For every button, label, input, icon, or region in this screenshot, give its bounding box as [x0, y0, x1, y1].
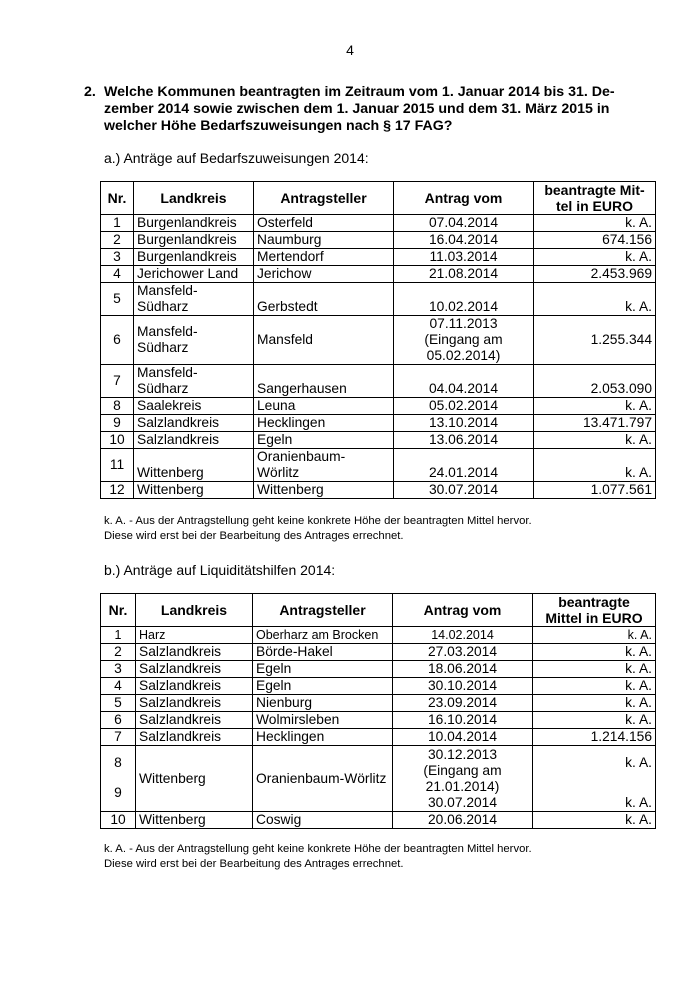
- table-row: [101, 398, 656, 415]
- header-landkreis: Landkreis: [136, 594, 253, 627]
- cell-nr: 5: [101, 695, 136, 712]
- cell-antragsteller: Hecklingen: [254, 415, 394, 432]
- cell-antragsteller: Oranienbaum-Wörlitz: [253, 746, 393, 812]
- cell-antrag-vom: 07.04.2014: [394, 215, 534, 232]
- cell-mittel: k. A.: [534, 215, 656, 232]
- cell-antrag-vom: 13.06.2014: [394, 432, 534, 449]
- cell-nr: [101, 746, 136, 812]
- cell-nr: 2: [101, 232, 134, 249]
- cell-landkreis: Wittenberg: [134, 482, 254, 499]
- cell-mittel: 1.077.561: [534, 482, 656, 499]
- table-header-row: [101, 594, 656, 627]
- cell-mittel: 2.453.969: [534, 266, 656, 283]
- cell-landkreis: Burgenlandkreis: [134, 215, 254, 232]
- table-row: [101, 729, 656, 746]
- cell-landkreis: Salzlandkreis: [136, 661, 253, 678]
- cell-landkreis: Burgenlandkreis: [134, 232, 254, 249]
- table-row: [101, 812, 656, 829]
- cell-nr: 2: [101, 644, 136, 661]
- cell-nr: 1: [101, 627, 136, 644]
- table-row: [101, 432, 656, 449]
- cell-landkreis: Wittenberg: [136, 812, 253, 829]
- header-nr: Nr.: [101, 182, 134, 215]
- footnote-line: Diese wird erst bei der Bearbeitung des Antrages errechnet.: [104, 858, 404, 870]
- cell-antrag-vom: 30.07.2014: [394, 482, 534, 499]
- cell-mittel: k. A.: [534, 249, 656, 266]
- section-b-title: b.) Anträge auf Liquiditätshilfen 2014:: [104, 562, 336, 578]
- cell-nr: 1: [101, 215, 134, 232]
- cell-mittel: k. A.: [533, 678, 656, 695]
- cell-mittel: k. A.: [533, 712, 656, 729]
- cell-antragsteller: Mansfeld: [254, 316, 394, 365]
- cell-antragsteller: Nienburg: [253, 695, 393, 712]
- cell-nr: 4: [101, 678, 136, 695]
- cell-mittel: 1.214.156: [533, 729, 656, 746]
- question-line: Welche Kommunen beantragten im Zeitraum vom 1. Januar 2014 bis 31. De-: [104, 84, 615, 100]
- cell-antrag-vom: 04.04.2014: [394, 365, 534, 398]
- cell-antragsteller: Gerbstedt: [254, 283, 394, 316]
- cell-antrag-vom: 10.04.2014: [393, 729, 533, 746]
- cell-mittel: k. A.: [534, 432, 656, 449]
- cell-landkreis: Wittenberg: [136, 746, 253, 812]
- cell-antragsteller: Oranienbaum- Wörlitz: [254, 449, 394, 482]
- cell-nr: 7: [101, 729, 136, 746]
- header-mittel: beantragte Mittel in EURO: [533, 594, 656, 627]
- cell-antrag-vom: 07.11.2013 (Eingang am 05.02.2014): [394, 316, 534, 365]
- cell-antrag-vom: 10.02.2014: [394, 283, 534, 316]
- table-row: [101, 661, 656, 678]
- footnote-b: [104, 842, 532, 872]
- cell-mittel: k. A.: [533, 812, 656, 829]
- cell-antrag-vom: 14.02.2014: [393, 627, 533, 644]
- cell-nr-b: 9: [114, 784, 122, 800]
- cell-mittel: k. A.: [534, 449, 656, 482]
- table-row-merged: [101, 746, 656, 812]
- cell-antragsteller: Börde-Hakel: [253, 644, 393, 661]
- question-text: [104, 84, 654, 135]
- table-row: [101, 695, 656, 712]
- cell-nr: 6: [101, 316, 134, 365]
- cell-nr: 8: [101, 398, 134, 415]
- cell-antrag-vom: 16.10.2014: [393, 712, 533, 729]
- cell-mittel: k. A.: [533, 661, 656, 678]
- cell-landkreis: Salzlandkreis: [134, 432, 254, 449]
- cell-nr: 10: [101, 432, 134, 449]
- cell-landkreis: Salzlandkreis: [136, 678, 253, 695]
- cell-antrag-vom: 30.12.2013 (Eingang am 21.01.2014) 30.07.2014: [393, 746, 533, 812]
- footnote-line: k. A. - Aus der Antragstellung geht keine konkrete Höhe der beantragten Mittel hervor.: [104, 515, 532, 527]
- header-nr: Nr.: [101, 594, 136, 627]
- table-bedarfszuweisungen: [100, 181, 656, 499]
- cell-antrag-vom: 20.06.2014: [393, 812, 533, 829]
- question-number: 2.: [84, 84, 96, 100]
- cell-antragsteller: Osterfeld: [254, 215, 394, 232]
- cell-nr: 3: [101, 661, 136, 678]
- cell-antrag-vom: 18.06.2014: [393, 661, 533, 678]
- table-row: [101, 365, 656, 398]
- section-a-title: a.) Anträge auf Bedarfszuweisungen 2014:: [104, 150, 369, 166]
- cell-antrag-vom: 24.01.2014: [394, 449, 534, 482]
- cell-antragsteller: Naumburg: [254, 232, 394, 249]
- cell-nr: 7: [101, 365, 134, 398]
- table-row: [101, 283, 656, 316]
- cell-antragsteller: Hecklingen: [253, 729, 393, 746]
- cell-antrag-vom: 30.10.2014: [393, 678, 533, 695]
- table-row: [101, 249, 656, 266]
- cell-landkreis: Harz: [136, 627, 253, 644]
- cell-mittel: k. A.: [534, 283, 656, 316]
- footnote-a: [104, 514, 532, 544]
- cell-nr: 9: [101, 415, 134, 432]
- cell-antrag-vom: 13.10.2014: [394, 415, 534, 432]
- table-row: [101, 266, 656, 283]
- cell-nr: 4: [101, 266, 134, 283]
- cell-mittel: k. A.: [533, 644, 656, 661]
- cell-nr: 3: [101, 249, 134, 266]
- footnote-line: k. A. - Aus der Antragstellung geht keine konkrete Höhe der beantragten Mittel hervor.: [104, 843, 532, 855]
- cell-landkreis: Burgenlandkreis: [134, 249, 254, 266]
- cell-landkreis: Salzlandkreis: [136, 644, 253, 661]
- cell-nr-a: 8: [114, 754, 122, 770]
- cell-landkreis: Salzlandkreis: [134, 415, 254, 432]
- cell-antrag-vom: 05.02.2014: [394, 398, 534, 415]
- cell-mittel: k. A.: [533, 695, 656, 712]
- cell-nr: 5: [101, 283, 134, 316]
- cell-antrag-vom: 27.03.2014: [393, 644, 533, 661]
- cell-nr: 11: [101, 449, 134, 482]
- cell-landkreis: Salzlandkreis: [136, 695, 253, 712]
- cell-antragsteller: Sangerhausen: [254, 365, 394, 398]
- cell-mittel: [533, 746, 656, 812]
- cell-mittel: 1.255.344: [534, 316, 656, 365]
- cell-landkreis: Mansfeld- Südharz: [134, 283, 254, 316]
- cell-antragsteller: Egeln: [253, 678, 393, 695]
- cell-antrag-vom: 23.09.2014: [393, 695, 533, 712]
- cell-antragsteller: Egeln: [253, 661, 393, 678]
- cell-antrag-vom: 16.04.2014: [394, 232, 534, 249]
- cell-antragsteller: Jerichow: [254, 266, 394, 283]
- table-row: [101, 232, 656, 249]
- cell-antragsteller: Wolmirsleben: [253, 712, 393, 729]
- cell-mittel-a: k. A.: [625, 754, 652, 770]
- table-row: [101, 627, 656, 644]
- cell-mittel: 2.053.090: [534, 365, 656, 398]
- table-row: [101, 712, 656, 729]
- cell-mittel: k. A.: [533, 627, 656, 644]
- cell-mittel: 674.156: [534, 232, 656, 249]
- table-row: [101, 644, 656, 661]
- cell-landkreis: Wittenberg: [134, 449, 254, 482]
- table-row: [101, 482, 656, 499]
- cell-antragsteller: Mertendorf: [254, 249, 394, 266]
- cell-mittel: 13.471.797: [534, 415, 656, 432]
- cell-nr: 6: [101, 712, 136, 729]
- header-antrag-vom: Antrag vom: [394, 182, 534, 215]
- cell-mittel-b: k. A.: [625, 794, 652, 810]
- question-line: welcher Höhe Bedarfszuweisungen nach § 17 FAG?: [104, 118, 453, 134]
- question-block: [84, 84, 654, 135]
- cell-landkreis: Salzlandkreis: [136, 729, 253, 746]
- cell-landkreis: Jerichower Land: [134, 266, 254, 283]
- header-antrag-vom: Antrag vom: [393, 594, 533, 627]
- page-number: 4: [346, 42, 354, 58]
- cell-antrag-vom: 11.03.2014: [394, 249, 534, 266]
- cell-nr: 10: [101, 812, 136, 829]
- table-row: [101, 449, 656, 482]
- cell-antragsteller: Coswig: [253, 812, 393, 829]
- table-row: [101, 678, 656, 695]
- cell-landkreis: Salzlandkreis: [136, 712, 253, 729]
- cell-nr: 12: [101, 482, 134, 499]
- cell-antrag-vom: 21.08.2014: [394, 266, 534, 283]
- header-antragsteller: Antragsteller: [253, 594, 393, 627]
- table-row: [101, 415, 656, 432]
- cell-antragsteller: Wittenberg: [254, 482, 394, 499]
- header-mittel: beantragte Mit- tel in EURO: [534, 182, 656, 215]
- cell-antragsteller: Leuna: [254, 398, 394, 415]
- cell-landkreis: Mansfeld- Südharz: [134, 365, 254, 398]
- cell-mittel: k. A.: [534, 398, 656, 415]
- cell-landkreis: Saalekreis: [134, 398, 254, 415]
- table-liquiditaetshilfen: [100, 593, 656, 829]
- footnote-line: Diese wird erst bei der Bearbeitung des Antrages errechnet.: [104, 530, 404, 542]
- cell-antragsteller: Oberharz am Brocken: [253, 627, 393, 644]
- table-row: [101, 215, 656, 232]
- table-header-row: [101, 182, 656, 215]
- question-line: zember 2014 sowie zwischen dem 1. Januar 2015 und dem 31. März 2015 in: [104, 101, 610, 117]
- header-landkreis: Landkreis: [134, 182, 254, 215]
- cell-landkreis: Mansfeld- Südharz: [134, 316, 254, 365]
- header-antragsteller: Antragsteller: [254, 182, 394, 215]
- table-row: [101, 316, 656, 365]
- cell-antragsteller: Egeln: [254, 432, 394, 449]
